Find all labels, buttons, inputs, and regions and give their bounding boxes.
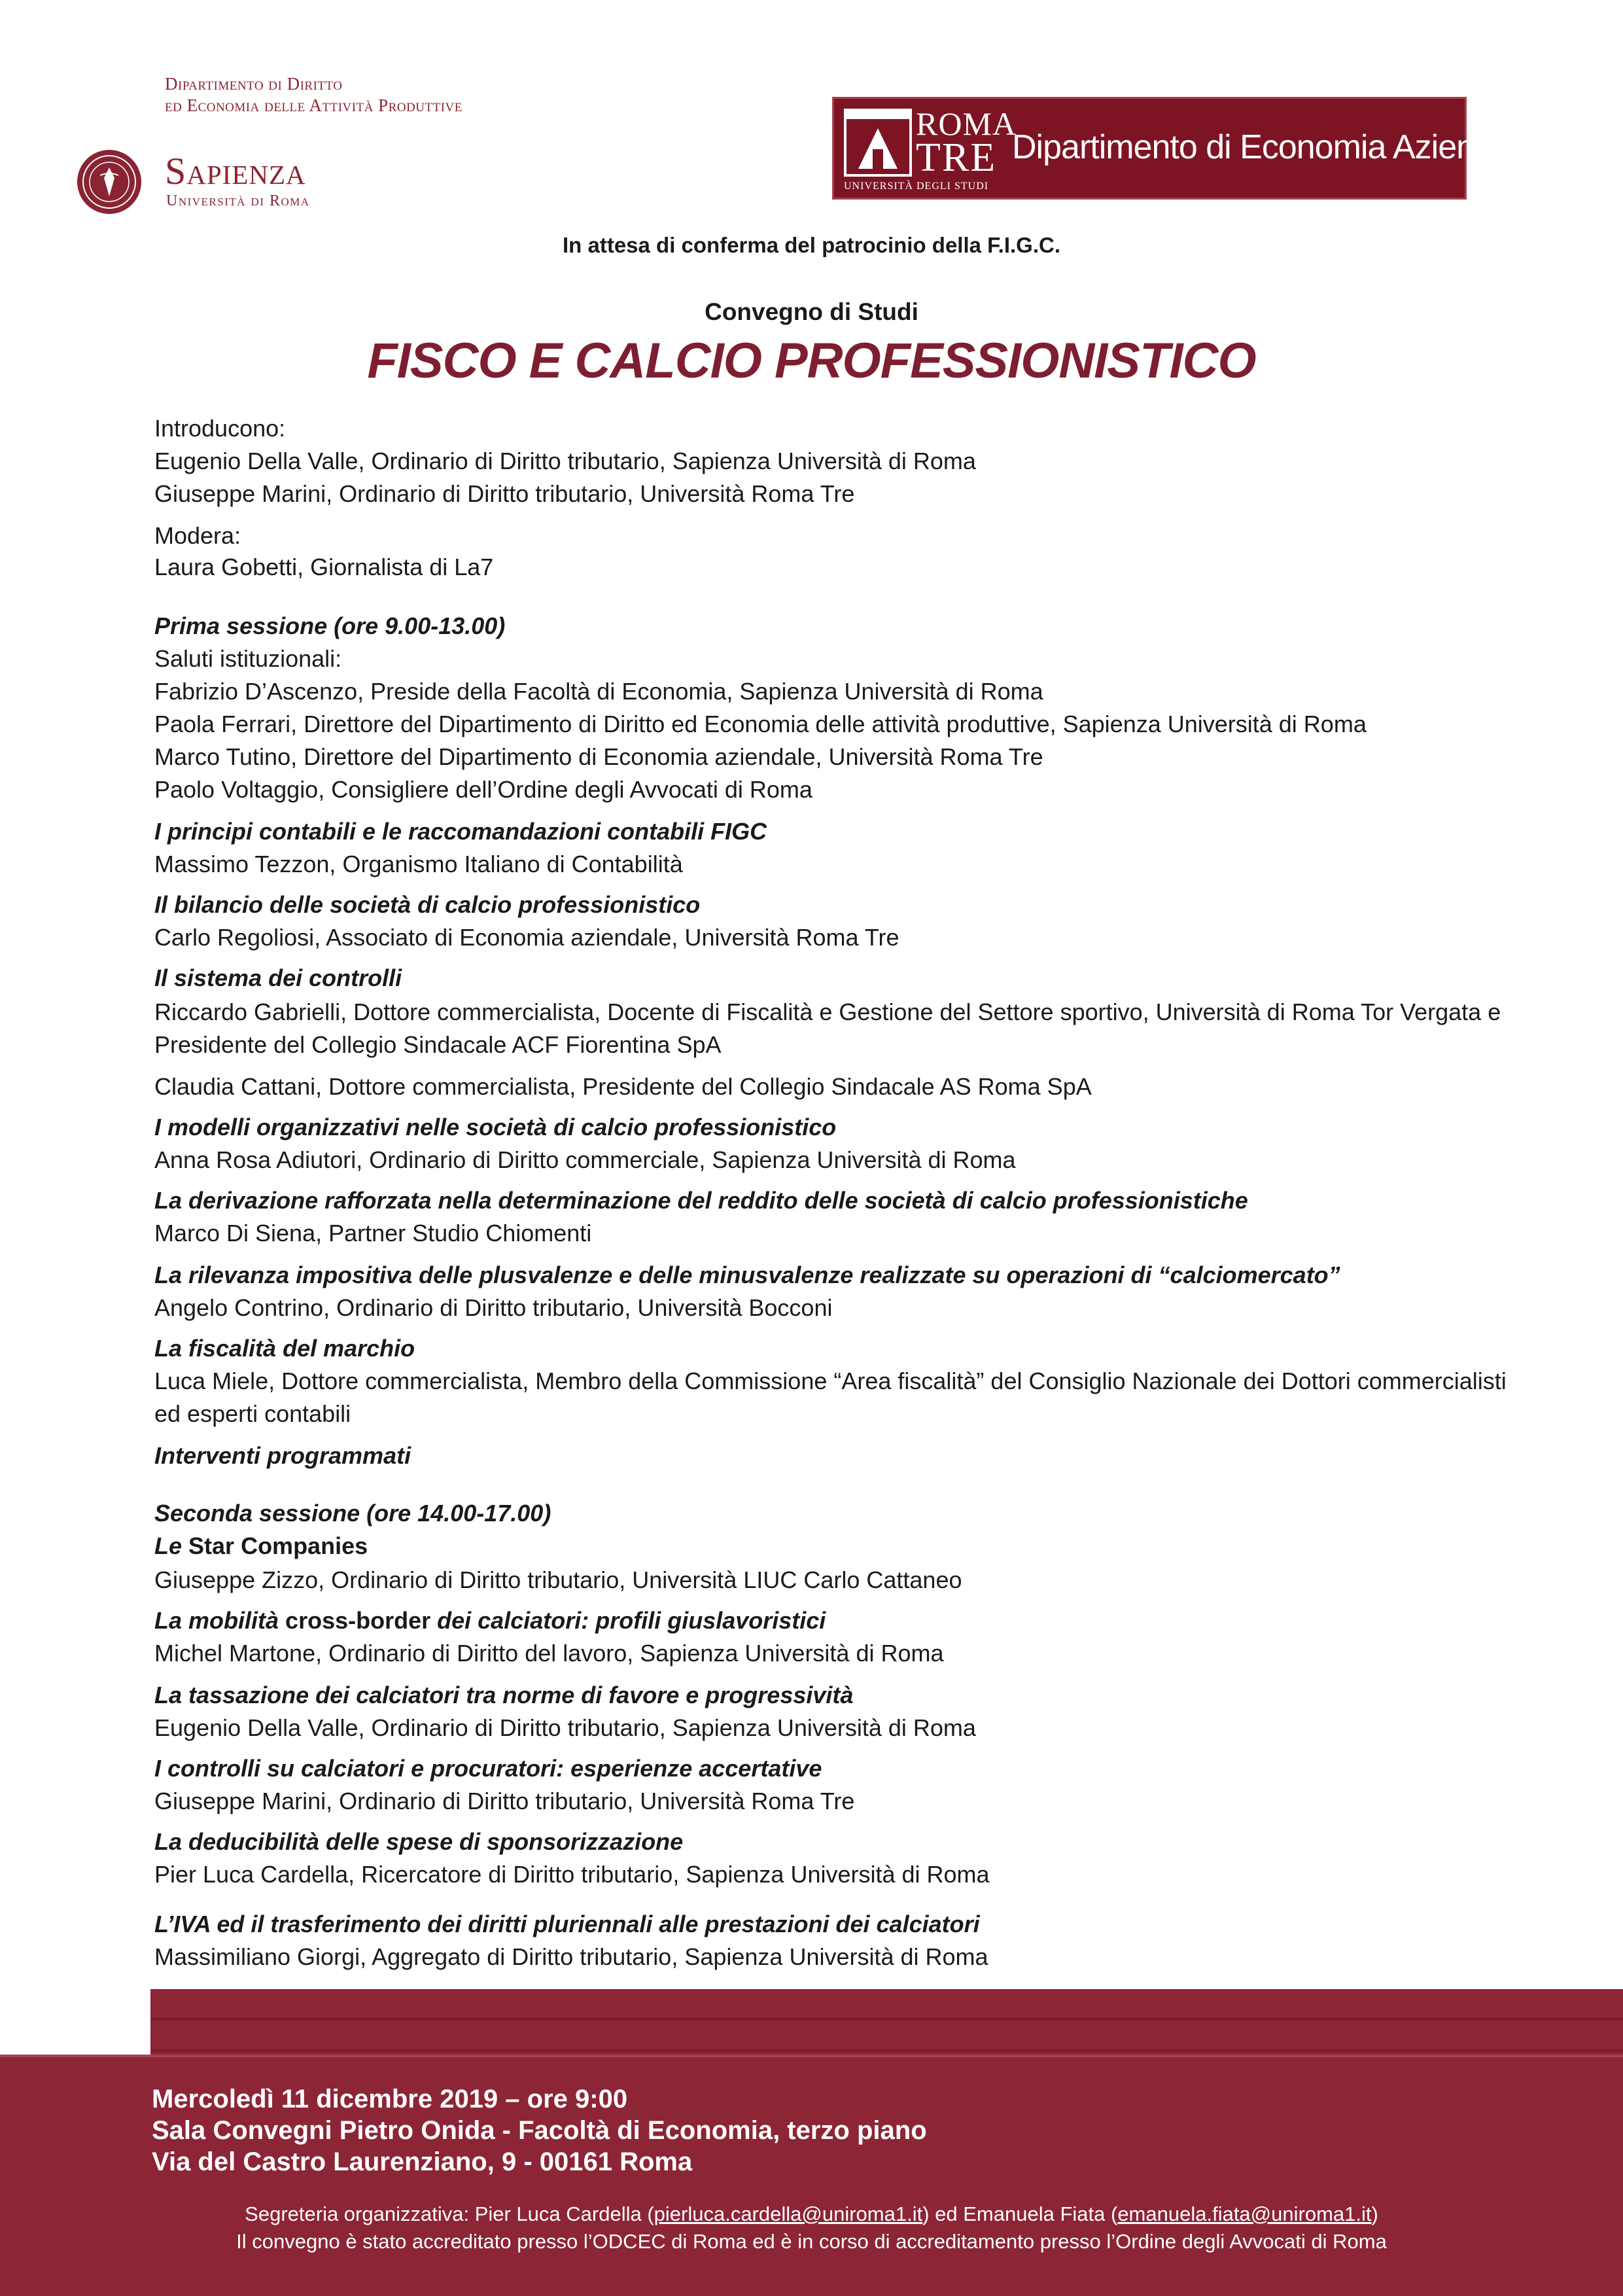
roma-tre-roma: ROMA [916,105,1017,142]
talk-title-mixed [154,1532,368,1560]
speaker-line: Giuseppe Zizzo, Ordinario di Diritto tributario, Università LIUC Carlo Cattaneo [154,1566,962,1593]
talk-title-part: Star Companies [188,1532,368,1559]
secretariat-text: ) ed Emanuela Fiata ( [922,2202,1118,2225]
talk-title: La derivazione rafforzata nella determinazione del reddito delle società di calcio professionistiche [154,1187,1248,1214]
event-address: Via del Castro Laurenziano, 9 - 00161 Roma [152,2147,693,2176]
speaker-line: Giuseppe Marini, Ordinario di Diritto tributario, Università Roma Tre [154,480,855,507]
speaker-line: Eugenio Della Valle, Ordinario di Diritto tributario, Sapienza Università di Roma [154,1714,976,1741]
sapienza-wordmark: Sapienza [165,150,306,192]
speaker-line: Carlo Regoliosi, Associato di Economia aziendale, Università Roma Tre [154,924,899,951]
talk-title: I modelli organizzativi nelle società di calcio professionistico [154,1114,837,1140]
page-title: FISCO E CALCIO PROFESSIONISTICO [367,333,1256,389]
sapienza-subtitle: Università di Roma [166,192,310,209]
speaker-line: Michel Martone, Ordinario di Diritto del lavoro, Sapienza Università di Roma [154,1640,944,1667]
talk-title: L’IVA ed il trasferimento dei diritti pluriennali alle prestazioni dei calciatori [154,1911,980,1937]
talk-title: I controlli su calciatori e procuratori: esperienze accertative [154,1755,822,1782]
talk-title: La tassazione dei calciatori tra norme di favore e progressività [154,1682,854,1708]
intro-label: Introducono: [154,415,286,442]
talk-title: I principi contabili e le raccomandazioni contabili FIGC [154,818,767,845]
speaker-line: Claudia Cattani, Dottore commercialista, Presidente del Collegio Sindacale AS Roma SpA [154,1073,1092,1100]
footer-band-top [150,1989,1623,2055]
patronage-notice: In attesa di conferma del patrocinio della F.I.G.C. [563,233,1060,257]
roma-tre-universita: UNIVERSITÀ DEGLI STUDI [844,181,989,192]
roma-tre-tre: TRE [916,135,997,180]
speaker-line: Anna Rosa Adiutori, Ordinario di Diritto commerciale, Sapienza Università di Roma [154,1146,1016,1173]
speaker-line: Massimo Tezzon, Organismo Italiano di Contabilità [154,851,683,877]
speaker-line: Eugenio Della Valle, Ordinario di Diritto tributario, Sapienza Università di Roma [154,448,976,474]
organizing-secretariat [0,2202,1623,2226]
email-link[interactable]: emanuela.fiata@uniroma1.it [1117,2202,1372,2225]
speaker-line: Luca Miele, Dottore commercialista, Membro della Commissione “Area fiscalità” del Consiglio Nazionale dei Dottori commercialisti [154,1368,1507,1394]
roma-tre-logo [844,103,1018,193]
talk-title: Interventi programmati [154,1442,411,1469]
talk-title: La fiscalità del marchio [154,1335,415,1362]
event-date: Mercoledì 11 dicembre 2019 – ore 9:00 [152,2085,628,2113]
talk-title-part: dei calciatori: profili giuslavoristici [437,1607,826,1634]
speaker-line: Marco Tutino, Direttore del Dipartimento di Economia aziendale, Università Roma Tre [154,743,1043,770]
sapienza-department [165,73,462,116]
session-heading: Prima sessione (ore 9.00-13.00) [154,612,506,639]
greetings-label: Saluti istituzionali: [154,645,342,672]
speaker-line: Paola Ferrari, Direttore del Dipartimento di Diritto ed Economia delle attività produttive, Sapienza Università di Roma [154,711,1367,737]
speaker-line-cont: Presidente del Collegio Sindacale ACF Fiorentina SpA [154,1031,722,1058]
sapienza-seal-icon [75,143,143,221]
talk-title-part: La mobilità [154,1607,279,1634]
talk-title: Il bilancio delle società di calcio professionistico [154,891,701,918]
department-line-1: Dipartimento di Diritto [165,74,343,94]
speaker-line: Paolo Voltaggio, Consigliere dell’Ordine degli Avvocati di Roma [154,776,812,803]
speaker-line: Laura Gobetti, Giornalista di La7 [154,554,494,580]
speaker-line: Angelo Contrino, Ordinario di Diritto tributario, Università Bocconi [154,1294,833,1321]
event-venue: Sala Convegni Pietro Onida - Facoltà di Economia, terzo piano [152,2116,927,2145]
footer-band-stripe [0,2055,1623,2057]
speaker-line: Fabrizio D’Ascenzo, Preside della Facoltà di Economia, Sapienza Università di Roma [154,678,1043,705]
talk-title-part: Le [154,1532,183,1559]
event-type: Convegno di Studi [705,298,918,325]
speaker-line: Pier Luca Cardella, Ricercatore di Diritto tributario, Sapienza Università di Roma [154,1861,990,1888]
speaker-line: Massimiliano Giorgi, Aggregato di Diritto tributario, Sapienza Università di Roma [154,1943,988,1970]
secretariat-text: Segreteria organizzativa: Pier Luca Cardella ( [245,2202,654,2225]
talk-title: La rilevanza impositiva delle plusvalenze e delle minusvalenze realizzate su operazioni di “calciomercato” [154,1262,1340,1288]
talk-title: La deducibilità delle spese di sponsorizzazione [154,1828,684,1855]
talk-title: Il sistema dei controlli [154,964,402,991]
department-line-2: ed Economia delle Attività Produttive [165,96,462,115]
roma-tre-department: Dipartimento di Economia Aziendale [1012,128,1537,166]
roma-tre-arch-icon [844,109,912,177]
accreditation-note: Il convegno è stato accreditato presso l’ODCEC di Roma ed è in corso di accreditamento presso l’Ordine degli Avvocati di Roma [236,2230,1387,2253]
email-link[interactable]: pierluca.cardella@uniroma1.it [654,2202,923,2225]
talk-title-mixed [154,1607,826,1634]
talk-title-part: cross-border [285,1607,431,1634]
moderator-label: Modera: [154,522,241,549]
speaker-line: Marco Di Siena, Partner Studio Chiomenti [154,1220,592,1246]
speaker-line-cont: ed esperti contabili [154,1400,351,1427]
session-heading: Seconda sessione (ore 14.00-17.00) [154,1500,551,1527]
roma-tre-banner [832,97,1537,200]
secretariat-text: ) [1371,2202,1378,2225]
speaker-line: Riccardo Gabrielli, Dottore commercialista, Docente di Fiscalità e Gestione del Settore sportivo, Università di Roma Tor Vergata e [154,998,1501,1025]
speaker-line: Giuseppe Marini, Ordinario di Diritto tributario, Università Roma Tre [154,1788,855,1814]
